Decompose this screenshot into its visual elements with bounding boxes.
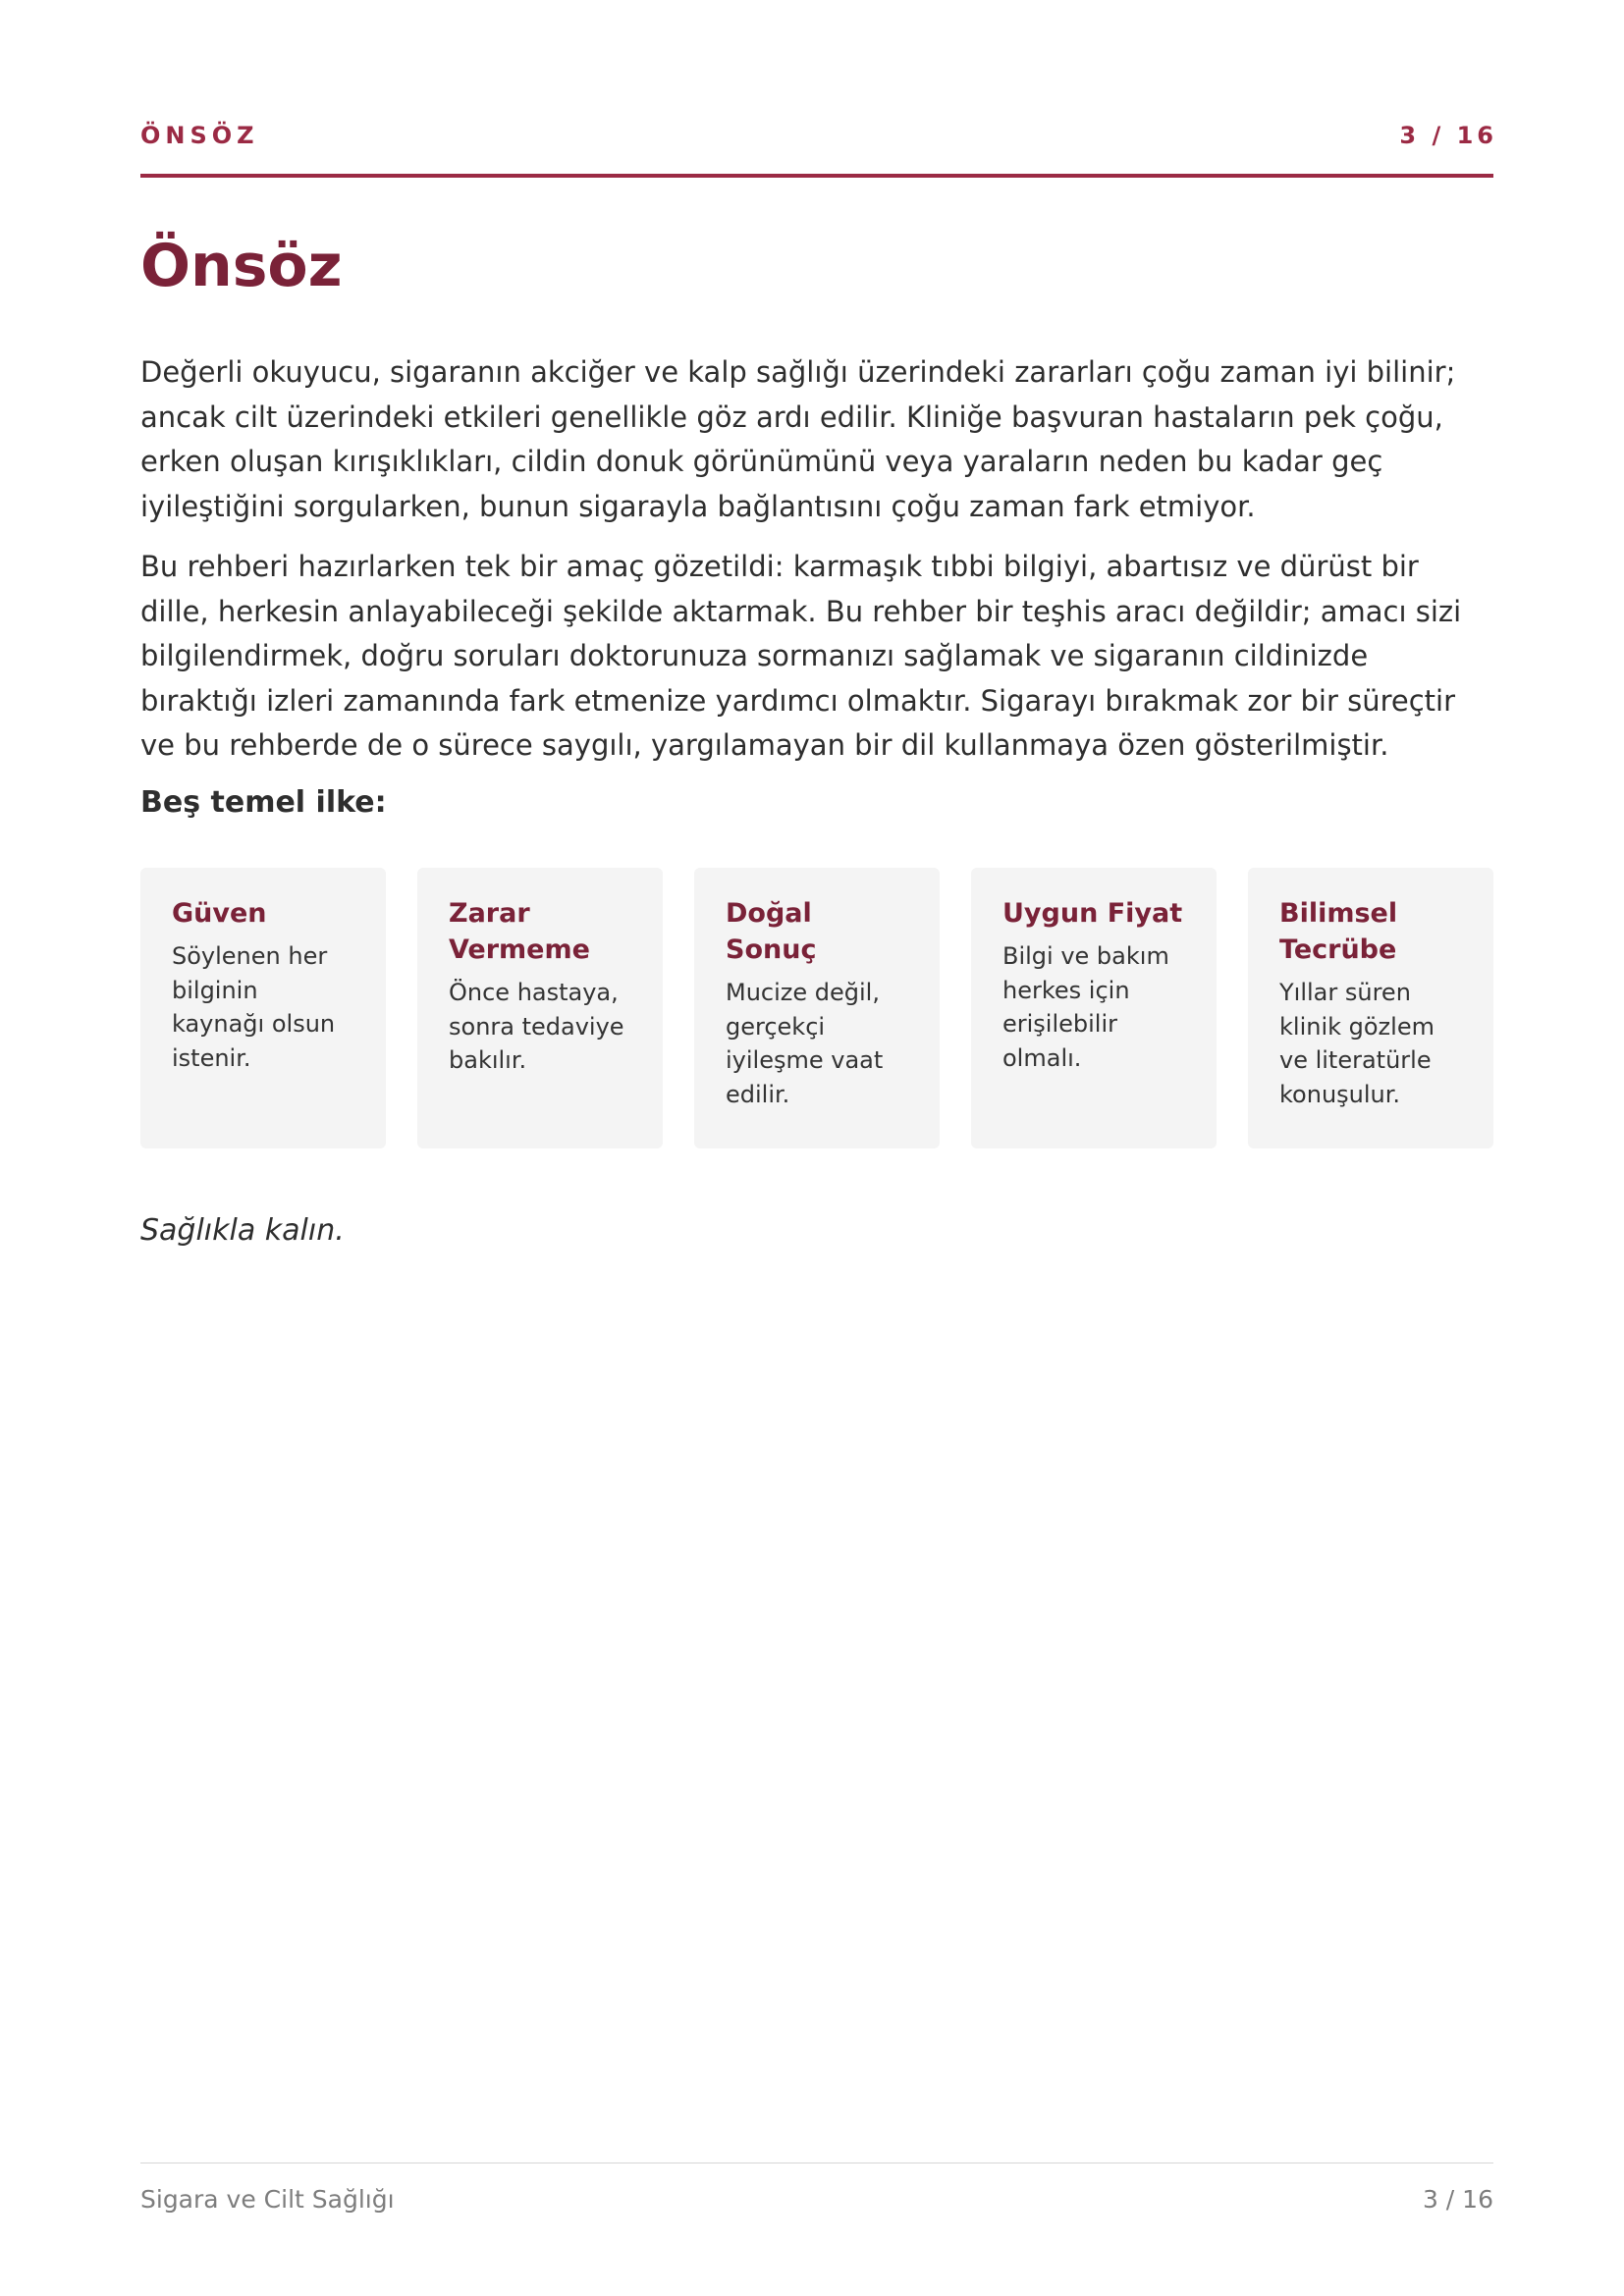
principle-title: Zarar Vermeme [449,898,590,965]
principle-card-uygun-fiyat [971,868,1217,1148]
principle-card-guven [140,868,386,1148]
principle-card-dogal-sonuc [694,868,940,1148]
section-label: ÖNSÖZ [140,122,259,149]
page-title: Önsöz [140,232,343,300]
principle-title: Uygun Fiyat [1002,898,1183,929]
document-page [140,0,1497,2296]
running-header [140,122,1497,149]
principle-text: Söylenen her bilginin kaynağı olsun istenir. [172,942,336,1072]
principle-text: Bilgi ve bakım herkes için erişilebilir olmalı. [1002,942,1169,1072]
paragraph: Değerli okuyucu, sigaranın akciğer ve kalp sağlığı üzerindeki zararları çoğu zaman iyi bilinir; ancak cilt üzerindeki etkileri genellikle göz ardı edilir. Kliniğe başvuran hastaların pek çoğu, erken oluşan kırışıklıkları, cildin donuk görünümünü veya yaraların neden bu kadar geç iyileştiğini sorgularken, bunun sigarayla bağlantısını çoğu zaman fark etmiyor. [140,355,1456,523]
signoff: Sağlıkla kalın. [140,1213,345,1248]
principle-text: Önce hastaya, sonra tedaviye bakılır. [449,979,624,1074]
principles-heading: Beş temel ilke: [140,785,387,820]
body-text [140,350,1493,784]
principle-title: Bilimsel Tecrübe [1279,898,1398,965]
principle-text: Mucize değil, gerçekçi iyileşme vaat edilir. [726,979,884,1108]
principles-cards [140,868,1493,1148]
principle-title: Güven [172,898,267,929]
paragraph: Bu rehberi hazırlarken tek bir amaç gözetildi: karmaşık tıbbi bilgiyi, abartısız ve dürüst bir dille, herkesin anlayabileceği şekilde aktarmak. Bu rehber bir teşhis aracı değildir; amacı sizi bilgilendirmek, doğru soruları doktorunuza sormanızı sağlamak ve sigaranın cildinizde bıraktığı izleri zamanında fark etmenize yardımcı olmaktır. Sigarayı bırakmak zor bir süreçtir ve bu rehberde de o sürece saygılı, yargılamayan bir dil kullanmaya özen gösterilmiştir. [140,550,1462,762]
footer-doc-title: Sigara ve Cilt Sağlığı [140,2185,395,2214]
header-page-number: 3 / 16 [1399,122,1497,149]
principle-title: Doğal Sonuç [726,898,817,965]
principle-card-bilimsel-tecrube [1248,868,1493,1148]
principle-text: Yıllar süren klinik gözlem ve literatürle konuşulur. [1279,979,1435,1108]
footer-page-number: 3 / 16 [1422,2185,1493,2214]
principle-card-zarar-vermeme [417,868,663,1148]
header-divider [140,174,1493,178]
page-footer [140,2185,1493,2214]
